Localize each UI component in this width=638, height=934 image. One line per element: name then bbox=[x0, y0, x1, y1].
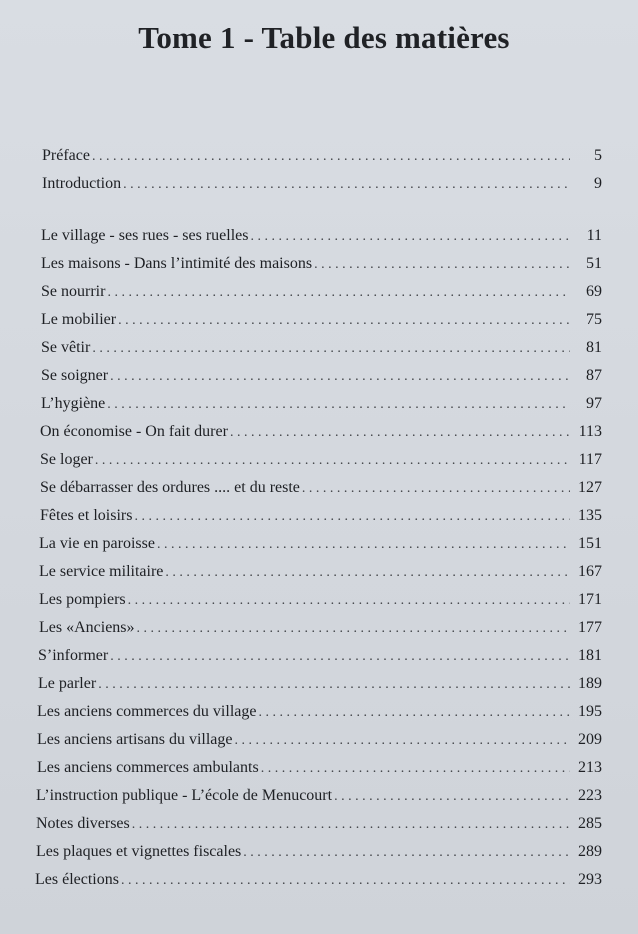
toc-entry bbox=[37, 702, 602, 723]
toc-entry-page-number: 113 bbox=[578, 423, 602, 440]
toc-entry bbox=[42, 174, 602, 195]
toc-leader-dots bbox=[250, 227, 570, 247]
toc-leader-dots bbox=[137, 619, 570, 639]
toc-leader-dots bbox=[258, 703, 570, 723]
toc-entry-label: Se loger bbox=[40, 451, 93, 468]
toc-leader-dots bbox=[107, 283, 570, 303]
toc-entry-label: Notes diverses bbox=[36, 815, 130, 832]
toc-leader-dots bbox=[92, 147, 570, 167]
toc-leader-dots bbox=[128, 591, 570, 611]
toc-leader-dots bbox=[261, 759, 570, 779]
toc-entry-label: Se vêtir bbox=[41, 339, 91, 356]
toc-entry-page-number: 293 bbox=[578, 871, 602, 888]
toc-leader-dots bbox=[132, 815, 570, 835]
toc-entry-label: L’hygiène bbox=[41, 395, 106, 412]
page-title: Tome 1 - Table des matières bbox=[138, 20, 510, 55]
toc-leader-dots bbox=[110, 367, 570, 387]
toc-entry-page-number: 135 bbox=[578, 507, 602, 524]
toc-leader-dots bbox=[243, 843, 570, 863]
toc-entry-page-number: 171 bbox=[578, 591, 602, 608]
toc-leader-dots bbox=[165, 563, 570, 583]
toc-entry-label: Se nourrir bbox=[41, 283, 106, 300]
toc-entry bbox=[37, 758, 602, 779]
toc-entry-page-number: 51 bbox=[586, 255, 602, 272]
toc-entry-page-number: 285 bbox=[578, 815, 602, 832]
toc-leader-dots bbox=[235, 731, 571, 751]
toc-entry bbox=[36, 814, 602, 835]
toc-entry-page-number: 167 bbox=[578, 563, 602, 580]
toc-entry bbox=[41, 310, 602, 331]
toc-entry-label: Se soigner bbox=[41, 367, 109, 384]
toc-entry bbox=[39, 534, 602, 555]
toc-leader-dots bbox=[118, 311, 570, 331]
toc-entry bbox=[41, 394, 602, 415]
toc-entry-label: Les anciens commerces ambulants bbox=[37, 759, 259, 776]
toc-entry-page-number: 127 bbox=[578, 479, 602, 496]
toc-entry-label: Les anciens commerces du village bbox=[37, 703, 257, 720]
toc-entry-page-number: 151 bbox=[578, 535, 602, 552]
toc-entry bbox=[39, 562, 602, 583]
toc-entry-page-number: 189 bbox=[578, 675, 602, 692]
toc-entry-label: Les plaques et vignettes fiscales bbox=[36, 843, 242, 860]
toc-entry-page-number: 9 bbox=[594, 175, 602, 192]
toc-entry bbox=[35, 870, 602, 891]
toc-entry bbox=[38, 646, 602, 667]
toc-entry-label: Le parler bbox=[38, 675, 97, 692]
toc-entry bbox=[39, 590, 602, 611]
toc-entry-label: Introduction bbox=[42, 175, 122, 192]
toc-entry-page-number: 97 bbox=[586, 395, 602, 412]
toc-leader-dots bbox=[92, 339, 570, 359]
toc-leader-dots bbox=[98, 675, 570, 695]
toc-leader-dots bbox=[107, 395, 570, 415]
toc-leader-dots bbox=[134, 507, 570, 527]
toc-entry bbox=[40, 478, 602, 499]
toc-entry-label: Les «Anciens» bbox=[39, 619, 135, 636]
toc-entry-page-number: 69 bbox=[586, 283, 602, 300]
toc-entry-label: Les anciens artisans du village bbox=[37, 731, 233, 748]
toc-leader-dots bbox=[314, 255, 570, 275]
toc-entry-label: Fêtes et loisirs bbox=[40, 507, 133, 524]
toc-entry-label: Les pompiers bbox=[39, 591, 126, 608]
toc-entry-label: Le village - ses rues - ses ruelles bbox=[41, 227, 249, 244]
toc-entry-label: L’instruction publique - L’école de Menucourt bbox=[36, 787, 333, 804]
toc-entry-page-number: 209 bbox=[578, 731, 602, 748]
toc-entry-page-number: 181 bbox=[578, 647, 602, 664]
toc-entry bbox=[41, 226, 602, 247]
toc-entry-label: La vie en paroisse bbox=[39, 535, 155, 552]
toc-entry-page-number: 11 bbox=[586, 227, 602, 244]
toc-leader-dots bbox=[230, 423, 570, 443]
toc-leader-dots bbox=[95, 451, 570, 471]
toc-entry-label: Se débarrasser des ordures .... et du reste bbox=[40, 479, 300, 496]
toc-leader-dots bbox=[334, 787, 570, 807]
toc-entry bbox=[42, 146, 602, 167]
toc-entry-page-number: 5 bbox=[594, 147, 602, 164]
toc-entry-label: On économise - On fait durer bbox=[40, 423, 228, 440]
toc-entry bbox=[40, 450, 602, 471]
toc-entry bbox=[41, 254, 602, 275]
toc-entry bbox=[37, 730, 602, 751]
toc-leader-dots bbox=[302, 479, 570, 499]
toc-entry-label: Préface bbox=[42, 147, 90, 164]
toc-leader-dots bbox=[121, 871, 570, 891]
toc-entry bbox=[41, 366, 602, 387]
toc-entry-page-number: 223 bbox=[578, 787, 602, 804]
toc-entry bbox=[41, 338, 602, 359]
toc-entry-label: Les élections bbox=[35, 871, 119, 888]
toc-leader-dots bbox=[110, 647, 570, 667]
toc-entry bbox=[39, 618, 602, 639]
toc-entry bbox=[40, 422, 602, 443]
toc-entry-label: Le service militaire bbox=[39, 563, 164, 580]
toc-leader-dots bbox=[157, 535, 570, 555]
toc-entry bbox=[36, 786, 602, 807]
toc-entry bbox=[40, 506, 602, 527]
toc-entry bbox=[36, 842, 602, 863]
toc-entry-page-number: 213 bbox=[578, 759, 602, 776]
toc-entry-label: Le mobilier bbox=[41, 311, 117, 328]
toc-entry bbox=[41, 282, 602, 303]
toc-leader-dots bbox=[123, 175, 570, 195]
toc-entry-page-number: 81 bbox=[586, 339, 602, 356]
toc-entry-page-number: 75 bbox=[586, 311, 602, 328]
toc-entry-page-number: 177 bbox=[578, 619, 602, 636]
toc-entry-page-number: 117 bbox=[578, 451, 602, 468]
toc-entry-page-number: 289 bbox=[578, 843, 602, 860]
toc-entry-label: Les maisons - Dans l’intimité des maisons bbox=[41, 255, 313, 272]
toc-entry bbox=[38, 674, 602, 695]
toc-entry-page-number: 195 bbox=[578, 703, 602, 720]
toc-entry-label: S’informer bbox=[38, 647, 109, 664]
toc-entry-page-number: 87 bbox=[586, 367, 602, 384]
